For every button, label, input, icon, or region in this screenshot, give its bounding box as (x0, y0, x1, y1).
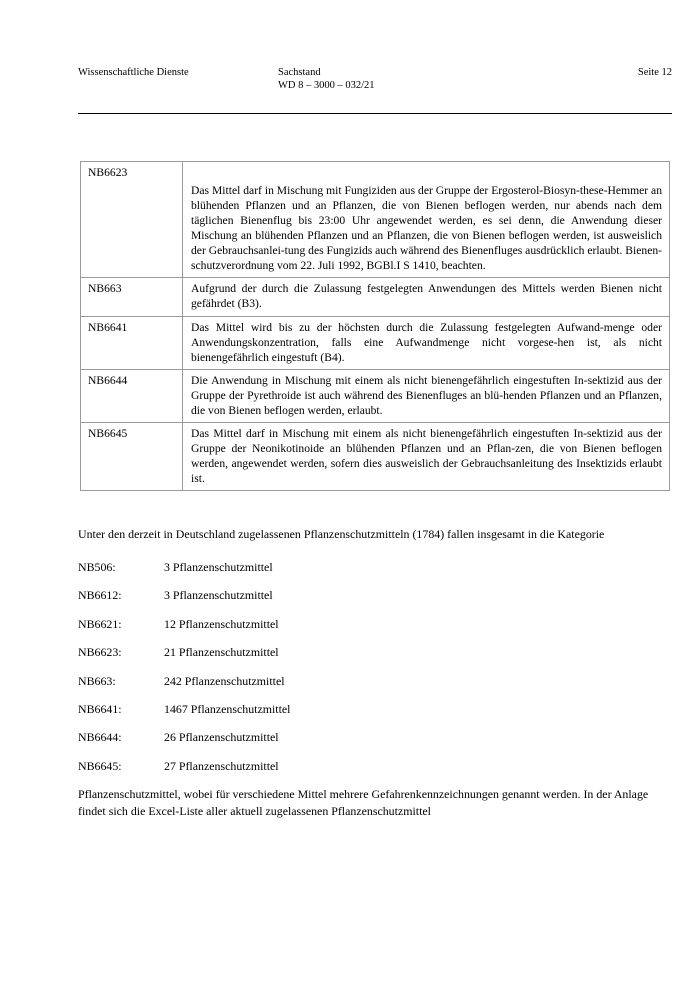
list-item (78, 587, 672, 604)
list-item (78, 644, 672, 661)
header-row (78, 66, 672, 93)
nb-code-cell: NB6623 (81, 162, 183, 278)
count-value: 1467 Pflanzenschutzmittel (164, 701, 291, 716)
counts-list (78, 559, 672, 775)
nb-desc-cell (183, 162, 670, 278)
nb-codes-table-body (81, 162, 670, 491)
list-item (78, 616, 672, 633)
nb-desc-cell: Die Anwendung in Mischung mit einem als nicht bienengefährlich eingestuften In-sektizid aus der Gruppe der Pyrethroide ist auch während des Bienenfluges an blü-henden Pflanzen und an Pflanzen, die von Bienen beflogen werden, erlaubt. (183, 369, 670, 422)
table-row (81, 316, 670, 369)
count-value: 27 Pflanzenschutzmittel (164, 758, 279, 773)
nb-code-cell: NB6644 (81, 369, 183, 422)
nb-desc-cell: Aufgrund der durch die Zulassung festgelegten Anwendungen des Mittels werden Bienen nicht gefährdet (B3). (183, 278, 670, 316)
count-label: NB506: (78, 559, 116, 574)
page-header (78, 66, 672, 93)
count-label: NB6623: (78, 645, 122, 660)
nb-codes-table (80, 161, 670, 491)
header-doc-number: WD 8 – 3000 – 032/21 (278, 80, 375, 92)
body-content (78, 526, 672, 837)
count-value: 242 Pflanzenschutzmittel (164, 673, 285, 688)
nb-desc-cell: Das Mittel wird bis zu der höchsten durch die Zulassung festgelegten Aufwand-menge oder Anwendungskonzentration, falls eine Aufwandmenge nicht vorgese-hen ist, als nicht bienengefährlich eingestuft (B4). (183, 316, 670, 369)
count-value: 3 Pflanzenschutzmittel (164, 559, 273, 574)
closing-paragraph: Pflanzenschutzmittel, wobei für verschiedene Mittel mehrere Gefahrenkennzeichnungen genannt werden. In der Anlage findet sich die Excel-Liste aller aktuell zugelassenen Pflanzenschutzmittel (78, 787, 649, 819)
header-page-number: Seite 12 (637, 67, 672, 78)
intro-paragraph: Unter den derzeit in Deutschland zugelassenen Pflanzenschutzmitteln (1784) fallen insgesamt in die Kategorie (78, 527, 605, 541)
count-value: 21 Pflanzenschutzmittel (164, 645, 279, 660)
list-item (78, 559, 672, 576)
nb-codes-table-wrap (80, 161, 670, 491)
count-label: NB6641: (78, 701, 122, 716)
count-label: NB663: (78, 673, 116, 688)
header-left-text: Wissenschaftliche Dienste (78, 67, 189, 78)
list-item (78, 729, 672, 746)
count-value: 26 Pflanzenschutzmittel (164, 730, 279, 745)
nb-code-cell: NB663 (81, 278, 183, 316)
count-value: 12 Pflanzenschutzmittel (164, 616, 279, 631)
table-row (81, 278, 670, 316)
count-value: 3 Pflanzenschutzmittel (164, 588, 273, 603)
table-row (81, 369, 670, 422)
nb-desc-cell: Das Mittel darf in Mischung mit einem als nicht bienengefährlich eingestuften In-sektizid aus der Gruppe der Neonikotinoide an blühenden Pflanzen und an Pflan-zen, die von Bienen beflogen werden, angewendet werden, sofern dies ausweislich der Gebrauchsanleitung des Insektizids erlaubt ist. (183, 422, 670, 490)
cell-spacer (191, 165, 662, 183)
nb-desc-text: Das Mittel darf in Mischung mit Fungiziden aus der Gruppe der Ergosterol-Biosyn-these-Hemmer an blühenden Pflanzen und an Pflanzen, die von Bienen beflogen werden, nur abends nach dem täglichen Bienenflug bis 23:00 Uhr angewendet werden, es sei denn, die Anwendung dieser Mischung an blühenden Pflanzen und an Pflanzen, die von Bienen beflogen werden, ist ausweislich der Gebrauchsanlei-tung des Fungizids auch während des Bienenfluges ausdrücklich erlaubt. Bienen-schutzverordnung vom 22. Juli 1992, BGBl.I S 1410, beachten. (191, 184, 663, 273)
count-label: NB6612: (78, 588, 122, 603)
header-doc-type: Sachstand (278, 67, 321, 78)
list-item (78, 701, 672, 718)
count-label: NB6644: (78, 730, 122, 745)
count-label: NB6645: (78, 758, 122, 773)
count-label: NB6621: (78, 616, 122, 631)
header-divider (78, 113, 672, 114)
table-row (81, 162, 670, 278)
nb-code-cell: NB6645 (81, 422, 183, 490)
list-item (78, 673, 672, 690)
nb-code-cell: NB6641 (81, 316, 183, 369)
header-middle (278, 66, 638, 93)
list-item (78, 758, 672, 775)
table-row (81, 422, 670, 490)
